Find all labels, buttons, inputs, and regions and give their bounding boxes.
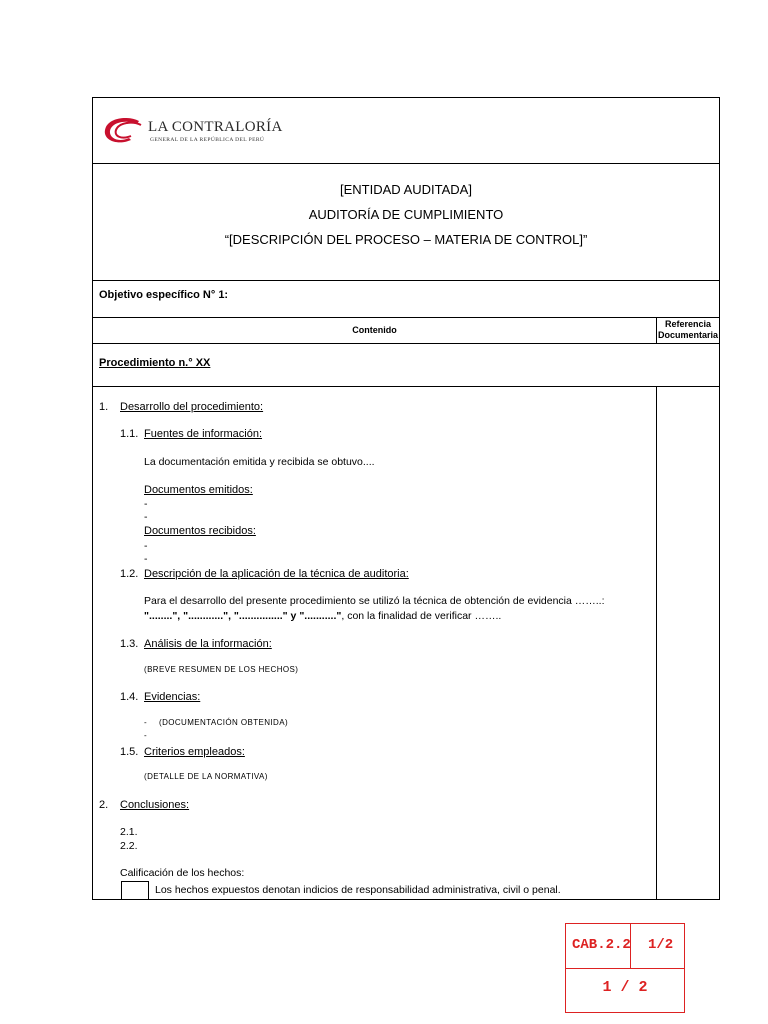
referencia-header-1: Referencia <box>664 319 712 329</box>
logo-title: LA CONTRALORÍA <box>148 119 283 135</box>
s15-number: 1.5. <box>120 746 139 758</box>
divider <box>93 386 719 387</box>
dash: - <box>144 511 148 523</box>
logo-subtitle: GENERAL DE LA REPÚBLICA DEL PERÚ <box>150 137 265 143</box>
s13-number: 1.3. <box>120 638 139 650</box>
s13-text: (BREVE RESUMEN DE LOS HECHOS) <box>144 665 299 674</box>
s12-line2-rest: , con la finalidad de verificar …….. <box>341 610 502 622</box>
entidad-title: [ENTIDAD AUDITADA] <box>340 182 472 197</box>
divider <box>93 343 719 344</box>
descripcion-title: “[DESCRIPCIÓN DEL PROCESO – MATERIA DE CONTROL]” <box>224 232 588 247</box>
column-divider <box>656 386 657 900</box>
s12-line2-bold: "........", "............", "..............." y "..........." <box>144 610 342 622</box>
documentos-recibidos: Documentos recibidos: <box>144 525 256 537</box>
logo-swoosh-icon <box>101 116 147 146</box>
divider <box>93 317 719 318</box>
procedimiento-title: Procedimiento n.° XX <box>99 357 211 369</box>
objetivo-label: Objetivo específico N° 1: <box>99 289 229 301</box>
responsabilidad-checkbox[interactable] <box>121 881 149 900</box>
conclusion-item-1: 2.1. <box>120 826 138 838</box>
dash: - <box>144 498 148 510</box>
s12-title: Descripción de la aplicación de la técnica de auditoria: <box>144 568 409 580</box>
s11-text: La documentación emitida y recibida se obtuvo.... <box>144 456 375 468</box>
s12-line1: Para el desarrollo del presente procedimiento se utilizó la técnica de obtención de evidencia ……..: <box>144 595 605 607</box>
hechos-text: Los hechos expuestos denotan indicios de responsabilidad administrativa, civil o penal. <box>155 884 561 896</box>
s14-number: 1.4. <box>120 691 139 703</box>
s12-line2 <box>144 610 501 622</box>
stamp-code: CAB.2.2 <box>572 937 631 953</box>
contenido-header: Contenido <box>352 325 397 335</box>
stamp-page: 1/2 <box>648 937 674 953</box>
section2-number: 2. <box>99 799 109 811</box>
s11-number: 1.1. <box>120 428 139 440</box>
s12-number: 1.2. <box>120 568 139 580</box>
contraloria-logo <box>101 116 291 146</box>
s14-item: (DOCUMENTACIÓN OBTENIDA) <box>159 718 289 727</box>
auditoria-title: AUDITORÍA DE CUMPLIMIENTO <box>308 207 504 222</box>
page-stamp <box>565 923 685 1013</box>
dash: - <box>144 718 148 727</box>
calificacion-label: Calificación de los hechos: <box>120 867 245 879</box>
section2-title: Conclusiones: <box>120 799 190 811</box>
divider <box>93 280 719 281</box>
conclusion-item-2: 2.2. <box>120 840 138 852</box>
s11-title: Fuentes de información: <box>144 428 263 440</box>
dash: - <box>144 553 148 565</box>
section1-title: Desarrollo del procedimiento: <box>120 401 264 413</box>
referencia-header-2: Documentaria <box>657 330 719 340</box>
s15-title: Criterios empleados: <box>144 746 245 758</box>
s14-title: Evidencias: <box>144 691 201 703</box>
document-frame <box>92 97 720 900</box>
s15-text: (DETALLE DE LA NORMATIVA) <box>144 772 268 781</box>
divider <box>93 163 719 164</box>
dash: - <box>144 731 148 740</box>
stamp-divider <box>566 968 684 969</box>
column-divider <box>656 317 657 343</box>
s13-title: Análisis de la información: <box>144 638 272 650</box>
stamp-total: 1 / 2 <box>602 979 648 996</box>
documentos-emitidos: Documentos emitidos: <box>144 484 253 496</box>
dash: - <box>144 540 148 552</box>
section1-number: 1. <box>99 401 109 413</box>
